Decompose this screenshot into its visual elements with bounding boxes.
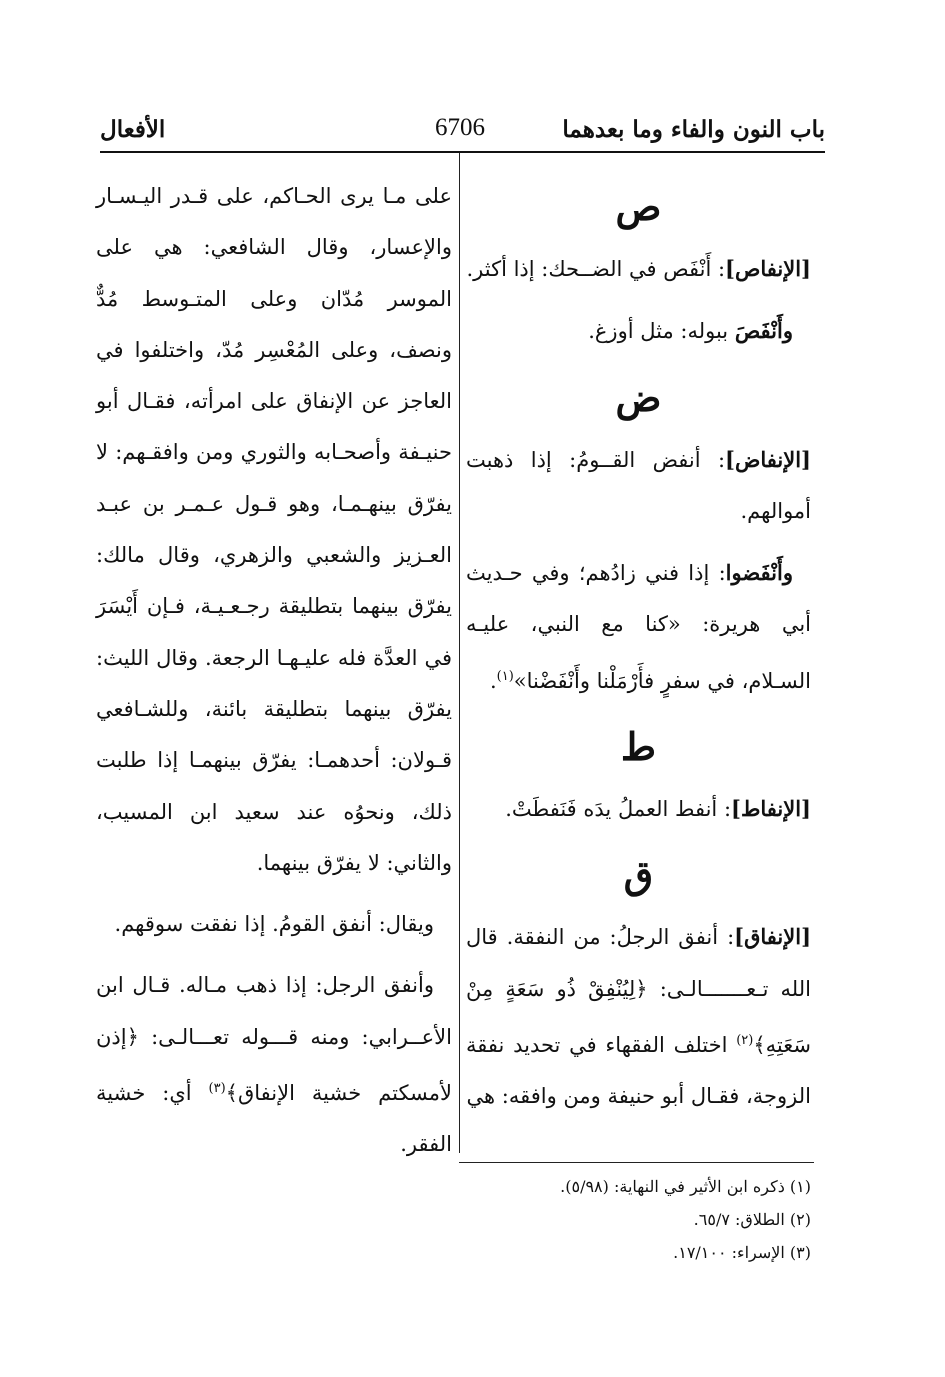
entry-anfadu <box>466 547 811 707</box>
footnote-rule <box>459 1162 814 1163</box>
chapter-title: باب النون والفاء وما بعدهما <box>562 116 825 143</box>
footnote-1: (١) ذكره ابن الأثير في النهاية: (٥/٩٨). <box>560 1177 811 1196</box>
entry-end: . <box>489 668 497 693</box>
section-title: الأفعال <box>100 116 166 143</box>
entry-infat <box>466 783 811 835</box>
entry-infad <box>466 434 811 538</box>
paragraph-end: أي: خشية الفقر. <box>96 1081 452 1157</box>
footnote-2: (٢) الطلاق: ٦٥/٧. <box>693 1210 811 1229</box>
page-header <box>100 108 825 152</box>
letter-heading-dad: ض <box>615 374 662 420</box>
paragraph-text: وأنفق الرجل: إذا ذهب مـاله. قـال ابن الأعــرابي: ومنه قـــوله تعـــالـى: ﴿إذن لأمسكتم خشية الإنفاق﴾ <box>96 973 452 1106</box>
entry-text: : أنفض القــومُ: إذا ذهبت أموالهم. <box>466 447 811 523</box>
entry-text: : إذا فني زادُهم؛ وفي حـديث أبي هريرة: «كنا مع النبي، عليـه السـلام، في سفرٍ فأَرْمَلْنا وأَنْفَضْنا» <box>466 561 811 693</box>
letter-heading-qaf: ق <box>623 852 654 898</box>
footnote-ref[interactable]: (١) <box>496 668 514 684</box>
column-divider <box>459 153 460 1153</box>
headword: وأَنْفَصَ <box>734 318 793 344</box>
left-column <box>96 171 452 1181</box>
headword: وأَنْفَضوا <box>725 560 793 586</box>
paragraph-anfaqa-qawm: ويقال: أنفق القومُ. إذا نفقت سوقهم. <box>114 912 434 937</box>
entry-infas <box>466 243 811 295</box>
paragraph-anfaqa-rajul <box>96 960 452 1170</box>
headword: [الإنفاض] <box>725 446 811 472</box>
right-column <box>466 175 811 1133</box>
entry-anfasa <box>466 305 811 357</box>
page-number: 6706 <box>435 114 485 141</box>
entry-text: : أنفط العملُ يدَه فَنَفطَتْ. <box>505 797 732 822</box>
entry-text: : أَنْفَص في الضــحك: إذا أكثر. <box>466 257 726 281</box>
letter-heading-sad: ص <box>615 184 662 229</box>
paragraph-nafaqa: على مـا يرى الحـاكم، على قـدر اليـسـار والإعسار، وقال الشافعي: هي على الموسر مُدّان وعلى المتـوسط مُدٌّ ونصف، وعلى المُعْسِر مُدّ، واختلفوا في العاجز عن الإنفاق على امرأته، فقـال أبو حنيـفة وأصحـابه والثوري ومن وافقـهم: لا يفرّق بينهـمـا، وهو قـول عـمـر بن عبـد العـزيز والشعبي والزهري، وقال مالك: يفرّق بينهما بتطليقة رجـعـيـة، فـإن أَيْسَرَ في العدَّة فله عليـهـا الرجعة. وقال الليث: يفرّق بينهما بتطليقة بائنة، وللشـافعي قـولان: أحدهمـا: يفرّق بينهمـا إذا طلبت ذلك، ونحوُه عند سعيد ابن المسيب، والثاني: لا يفرّق بينهما. <box>96 184 452 875</box>
footnote-ref[interactable]: (٢) <box>736 1032 754 1048</box>
footnote-ref[interactable]: (٣) <box>208 1081 226 1097</box>
header-rule <box>100 151 825 153</box>
headword: [الإنفاص] <box>725 256 811 281</box>
letter-heading-ta: ط <box>620 724 657 770</box>
entry-infaq <box>466 911 811 1122</box>
footnote-3: (٣) الإسراء: ١٧/١٠٠. <box>673 1243 811 1262</box>
footnotes <box>459 1170 811 1269</box>
headword: [الإنفاط] <box>731 796 811 822</box>
entry-text-rest: اختلف الفقهاء في تحديد نفقة الزوجة، فقـال أبو حنيفة ومن وافقه: هي <box>466 1032 811 1109</box>
entry-text: : أنفق الرجلُ: من النفقة. قال الله تـعـــــــالـى: ﴿لِيُنْفِقْ ذُو سَعَةٍ مِنْ سَعَتِهِ﴾ <box>466 925 811 1057</box>
headword: [الإنفاق] <box>734 924 811 950</box>
entry-text: ببوله: مثل أوزغ. <box>588 319 735 344</box>
